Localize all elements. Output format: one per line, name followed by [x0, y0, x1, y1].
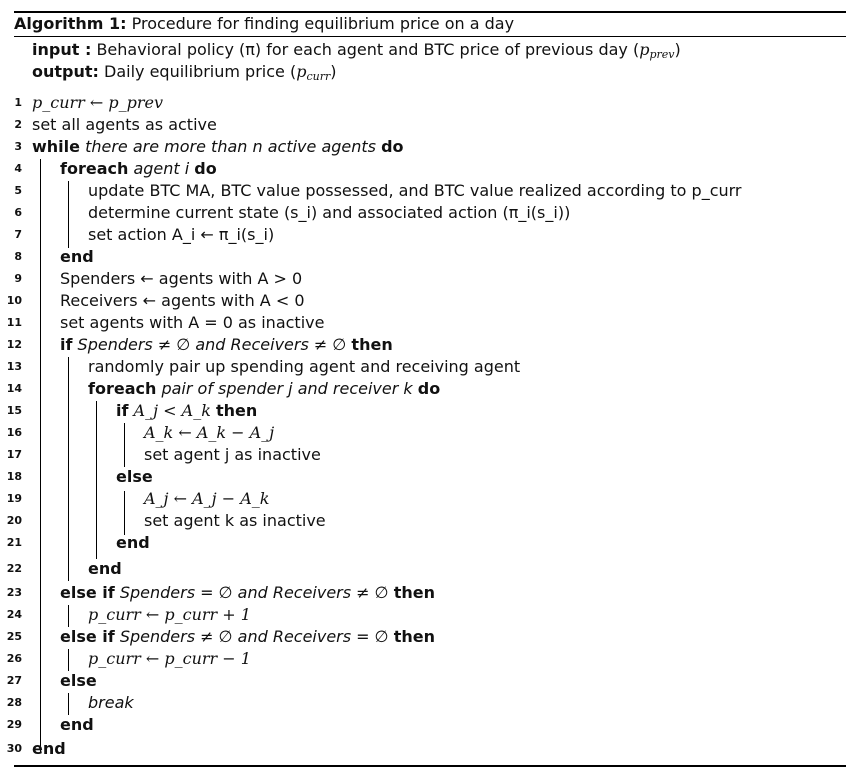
then-keyword: then [351, 335, 393, 354]
line-text [60, 582, 435, 604]
algo-line-5 [0, 180, 855, 202]
else-if-condition: Spenders = ∅ and Receivers ≠ ∅ [114, 583, 394, 602]
line-number: 12 [6, 338, 22, 351]
do-keyword: do [194, 159, 217, 178]
else-if-keyword: else if [60, 583, 115, 602]
algo-line-22 [0, 558, 855, 580]
line-text [60, 626, 435, 648]
algo-line-20 [0, 510, 855, 532]
line-text: p_curr ← p_prev [32, 93, 164, 112]
line-text [32, 136, 404, 158]
then-keyword: then [393, 583, 435, 602]
algo-line-27 [0, 670, 855, 692]
line-number: 15 [6, 404, 22, 417]
line-text: Spenders ← agents with A > 0 [60, 269, 303, 288]
line-text: end [60, 715, 94, 734]
line-text: end [88, 559, 122, 578]
input-keyword: input [32, 40, 80, 59]
line-number: 30 [6, 742, 22, 755]
if-condition: Spenders ≠ ∅ and Receivers ≠ ∅ [72, 335, 352, 354]
line-text: set agents with A = 0 as inactive [60, 313, 325, 332]
caption-label: Algorithm 1: [14, 14, 127, 33]
algo-line-1 [0, 92, 855, 114]
input-text: Behavioral policy (π) for each agent and BTC price of previous day ( [96, 40, 640, 59]
line-text [116, 400, 257, 422]
line-text: set action A_i ← π_i(s_i) [88, 225, 275, 244]
output-line [32, 61, 336, 83]
algo-line-21 [0, 532, 855, 554]
input-sub: prev [649, 48, 675, 61]
line-number: 13 [6, 360, 22, 373]
if-keyword: if [116, 401, 129, 420]
algo-line-16 [0, 422, 855, 444]
output-text: Daily equilibrium price ( [104, 62, 297, 81]
line-number: 29 [6, 718, 22, 731]
while-condition: there are more than n active agents [80, 137, 382, 156]
bottom-rule [14, 765, 846, 767]
line-text [88, 378, 440, 400]
line-number: 5 [14, 184, 22, 197]
line-number: 1 [14, 96, 22, 109]
line-number: 24 [6, 608, 22, 621]
output-close: ) [330, 62, 337, 81]
line-number: 17 [6, 448, 22, 461]
line-number: 27 [6, 674, 22, 687]
line-number: 11 [6, 316, 22, 329]
algo-line-15 [0, 400, 855, 422]
line-text [60, 158, 217, 180]
line-number: 18 [6, 470, 22, 483]
line-number: 25 [6, 630, 22, 643]
algo-line-18 [0, 466, 855, 488]
caption-title: Procedure for finding equilibrium price on a day [131, 14, 515, 33]
line-number: 20 [6, 514, 22, 527]
output-var: p [296, 62, 307, 81]
line-text: Receivers ← agents with A < 0 [60, 291, 305, 310]
line-number: 19 [6, 492, 22, 505]
line-number: 21 [6, 536, 22, 549]
input-close: ) [674, 40, 681, 59]
line-text [60, 334, 393, 356]
algo-line-23 [0, 582, 855, 604]
do-keyword: do [381, 137, 404, 156]
line-text: end [32, 739, 66, 758]
algo-line-3 [0, 136, 855, 158]
line-number: 14 [6, 382, 22, 395]
foreach-keyword: foreach [60, 159, 129, 178]
foreach-condition: pair of spender j and receiver k [156, 379, 418, 398]
then-keyword: then [393, 627, 435, 646]
input-colon: : [79, 40, 92, 59]
algo-line-19 [0, 488, 855, 510]
line-number: 22 [6, 562, 22, 575]
line-text: set all agents as active [32, 115, 217, 134]
line-text: determine current state (s_i) and associated action (π_i(s_i)) [88, 203, 571, 222]
input-line [32, 39, 681, 61]
if-condition: A_j < A_k [128, 401, 216, 420]
line-text: randomly pair up spending agent and receiving agent [88, 357, 521, 376]
line-text: end [116, 533, 150, 552]
algo-line-25 [0, 626, 855, 648]
line-text: else [116, 467, 153, 486]
algo-line-9 [0, 268, 855, 290]
algo-line-26 [0, 648, 855, 670]
if-keyword: if [60, 335, 73, 354]
line-number: 8 [14, 250, 22, 263]
then-keyword: then [215, 401, 258, 420]
line-number: 7 [14, 228, 22, 241]
top-rule [14, 11, 846, 13]
line-text: end [60, 247, 94, 266]
algo-line-6 [0, 202, 855, 224]
line-number: 9 [14, 272, 22, 285]
algo-line-7 [0, 224, 855, 246]
algo-line-11 [0, 312, 855, 334]
else-if-condition: Spenders ≠ ∅ and Receivers = ∅ [114, 627, 394, 646]
line-number: 6 [14, 206, 22, 219]
algorithm-caption [14, 14, 514, 34]
line-number: 16 [6, 426, 22, 439]
line-number: 26 [6, 652, 22, 665]
line-text: A_k ← A_k − A_j [144, 423, 275, 442]
line-text: A_j ← A_j − A_k [144, 489, 270, 508]
line-number: 3 [14, 140, 22, 153]
line-number: 2 [14, 118, 22, 131]
line-text: else [60, 671, 97, 690]
line-text: update BTC MA, BTC value possessed, and BTC value realized according to p_curr [88, 181, 742, 200]
algo-line-8 [0, 246, 855, 268]
algo-line-13 [0, 356, 855, 378]
algo-line-29 [0, 714, 855, 736]
line-text: p_curr ← p_curr − 1 [88, 649, 251, 668]
input-var: p [639, 40, 650, 59]
line-number: 10 [6, 294, 22, 307]
algo-line-12 [0, 334, 855, 356]
foreach-keyword: foreach [88, 379, 157, 398]
line-text: set agent j as inactive [144, 445, 321, 464]
algo-line-17 [0, 444, 855, 466]
line-text: p_curr ← p_curr + 1 [88, 605, 251, 624]
output-sub: curr [306, 70, 331, 83]
line-text: set agent k as inactive [144, 511, 326, 530]
line-text: break [88, 693, 134, 712]
algo-line-24 [0, 604, 855, 626]
algo-line-14 [0, 378, 855, 400]
line-number: 28 [6, 696, 22, 709]
do-keyword: do [417, 379, 441, 398]
line-number: 4 [14, 162, 22, 175]
algo-line-4 [0, 158, 855, 180]
else-if-keyword: else if [60, 627, 115, 646]
line-number: 23 [6, 586, 22, 599]
algo-line-10 [0, 290, 855, 312]
while-keyword: while [32, 137, 80, 156]
algo-line-28 [0, 692, 855, 714]
foreach-condition: agent i [128, 159, 195, 178]
output-keyword: output: [32, 62, 99, 81]
algo-line-2 [0, 114, 855, 136]
algo-line-30 [0, 738, 855, 760]
caption-rule [14, 36, 846, 37]
